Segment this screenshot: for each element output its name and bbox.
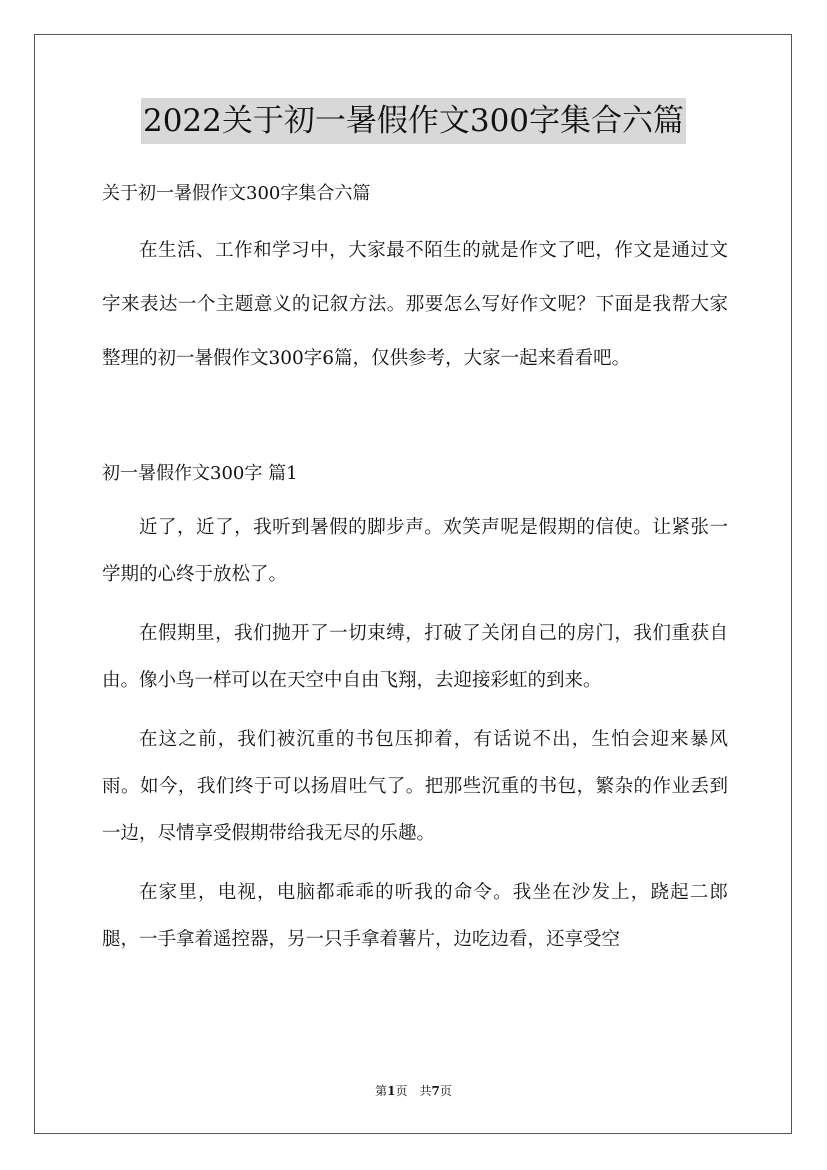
page-mid-text: 页 共 [395, 1084, 432, 1098]
document-subtitle: 关于初一暑假作文300字集合六篇 [102, 183, 371, 204]
total-page-number: 7 [431, 1084, 440, 1098]
document-title: 2022关于初一暑假作文300字集合六篇 [141, 98, 686, 144]
page-prefix: 第 [375, 1084, 388, 1098]
body-paragraph: 近了，近了，我听到暑假的脚步声。欢笑声呢是假期的信使。让紧张一学期的心终于放松了。 [102, 517, 728, 585]
current-page-number: 1 [387, 1084, 396, 1098]
document-body [102, 172, 728, 963]
body-paragraph: 在家里，电视，电脑都乖乖的听我的命令。我坐在沙发上，跷起二郎腿，一手拿着遥控器，另一只手拿着薯片，边吃边看，还享受空 [102, 882, 728, 950]
title-container [0, 98, 827, 144]
page-footer [0, 1082, 827, 1100]
section-heading: 初一暑假作文300字 篇1 [102, 463, 298, 484]
body-paragraph: 在这之前，我们被沉重的书包压抑着，有话说不出，生怕会迎来暴风雨。如今，我们终于可以扬眉吐气了。把那些沉重的书包，繁杂的作业丢到一边，尽情享受假期带给我无尽的乐趣。 [102, 729, 728, 844]
intro-paragraph: 在生活、工作和学习中，大家最不陌生的就是作文了吧，作文是通过文字来表达一个主题意义的记叙方法。那要怎么写好作文呢？下面是我帮大家整理的初一暑假作文300字6篇，仅供参考，大家一起来看看吧。 [102, 240, 728, 369]
body-paragraph: 在假期里，我们抛开了一切束缚，打破了关闭自己的房门，我们重获自由。像小鸟一样可以在天空中自由飞翔，去迎接彩虹的到来。 [102, 623, 728, 691]
page-suffix: 页 [439, 1084, 452, 1098]
